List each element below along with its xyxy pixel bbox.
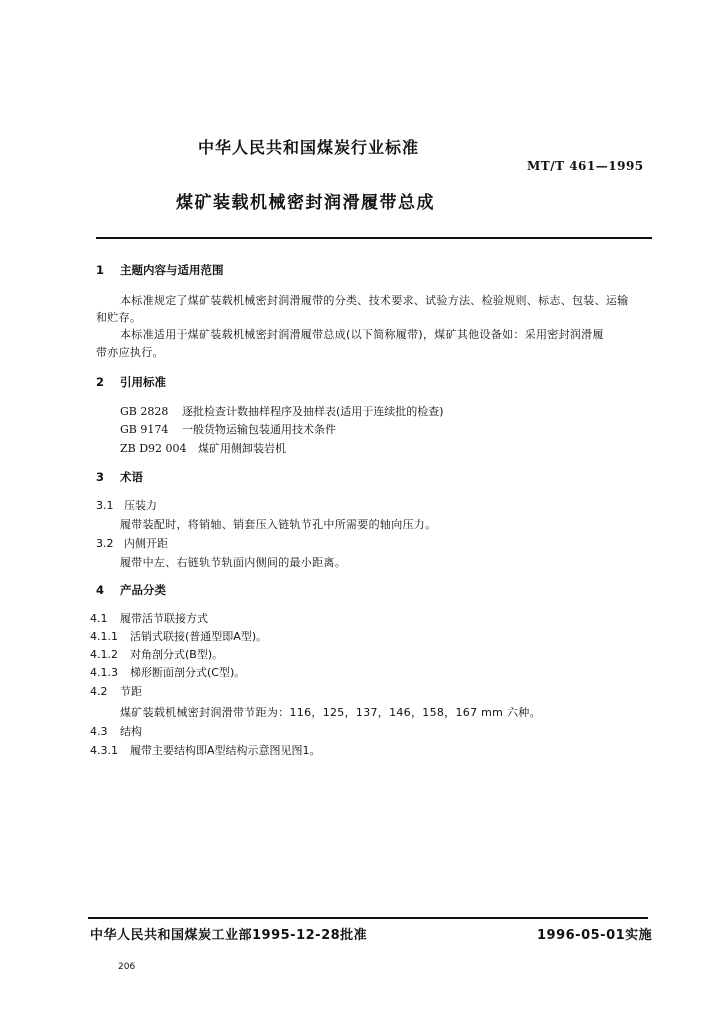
section-1-heading <box>96 262 224 278</box>
item-number: 4.3.1 <box>90 744 118 757</box>
page-number: 206 <box>118 962 136 972</box>
item-number: 4.1 <box>90 612 108 625</box>
structure-item <box>90 742 321 758</box>
standard-issuer: 中华人民共和国煤炭行业标准 <box>198 138 420 157</box>
reference-text: 逐批检查计数抽样程序及抽样表(适用于连续批的检查) <box>182 405 444 418</box>
item-text: 活销式联接(普通型即A型)。 <box>130 630 268 643</box>
item-number: 4.3 <box>90 725 108 738</box>
term-item <box>96 497 157 513</box>
item-text: 结构 <box>120 725 142 738</box>
term-definition: 履带中左、右链轨节轨面内侧间的最小距离。 <box>120 556 346 569</box>
item-number: 4.1.2 <box>90 648 118 661</box>
reference-code: GB 9174 <box>120 423 169 436</box>
section-title: 主题内容与适用范围 <box>120 263 224 277</box>
section-title: 产品分类 <box>120 583 166 597</box>
item-text: 对角剖分式(B型)。 <box>130 648 224 661</box>
term-number: 3.2 <box>96 537 114 550</box>
section-2-heading <box>96 374 166 390</box>
reference-text: 煤矿用侧卸装岩机 <box>198 442 286 455</box>
approval-statement: 中华人民共和国煤炭工业部1995-12-28批准 <box>90 928 368 943</box>
item-number: 4.1.3 <box>90 666 118 679</box>
section-number: 3 <box>96 470 105 484</box>
classification-item <box>90 646 223 662</box>
item-text: 节距 <box>120 685 142 698</box>
term-item <box>96 535 168 551</box>
item-text: 梯形断面剖分式(C型)。 <box>130 666 246 679</box>
section-4-heading <box>96 582 166 598</box>
structure-item <box>90 723 142 739</box>
footer-divider <box>88 917 648 919</box>
item-text: 履带活节联接方式 <box>120 612 208 625</box>
reference-code: ZB D92 004 <box>120 442 187 455</box>
classification-item <box>90 664 245 680</box>
term-name: 压装力 <box>124 499 157 512</box>
section-number: 4 <box>96 583 105 597</box>
section-3-heading <box>96 469 143 485</box>
reference-item <box>120 421 336 437</box>
term-number: 3.1 <box>96 499 114 512</box>
header-divider <box>96 237 652 239</box>
item-number: 4.2 <box>90 685 108 698</box>
classification-item <box>90 628 267 644</box>
section-number: 2 <box>96 375 105 389</box>
implementation-date: 1996-05-01实施 <box>537 928 653 943</box>
term-name: 内侧开距 <box>124 537 168 550</box>
section-1-para-1-line-2: 和贮存。 <box>96 311 142 324</box>
reference-text: 一般货物运输包装通用技术条件 <box>182 423 336 436</box>
standard-code: MT/T 461—1995 <box>527 159 644 173</box>
section-1-para-2-line-1: 本标准适用于煤矿装载机械密封润滑履带总成(以下简称履带)，煤矿其他设备如：采用密封润滑履 <box>120 328 604 341</box>
classification-item <box>90 683 142 699</box>
classification-item <box>90 610 208 626</box>
section-1-para-1-line-1: 本标准规定了煤矿装载机械密封润滑履带的分类、技术要求、试验方法、检验规则、标志、包装、运输 <box>120 294 629 307</box>
item-text: 履带主要结构即A型结构示意图见图1。 <box>130 744 321 757</box>
section-title: 引用标准 <box>120 375 166 389</box>
term-definition: 履带装配时，将销轴、销套压入链轨节孔中所需要的轴向压力。 <box>120 518 437 531</box>
document-title: 煤矿装载机械密封润滑履带总成 <box>176 193 435 213</box>
reference-item <box>120 440 286 456</box>
reference-item <box>120 403 444 419</box>
section-title: 术语 <box>120 470 143 484</box>
item-number: 4.1.1 <box>90 630 118 643</box>
pitch-description: 煤矿装载机械密封润滑带节距为：116，125，137，146，158，167 mm 六种。 <box>120 706 541 719</box>
reference-code: GB 2828 <box>120 405 169 418</box>
section-1-para-2-line-2: 带亦应执行。 <box>96 346 164 359</box>
section-number: 1 <box>96 263 105 277</box>
